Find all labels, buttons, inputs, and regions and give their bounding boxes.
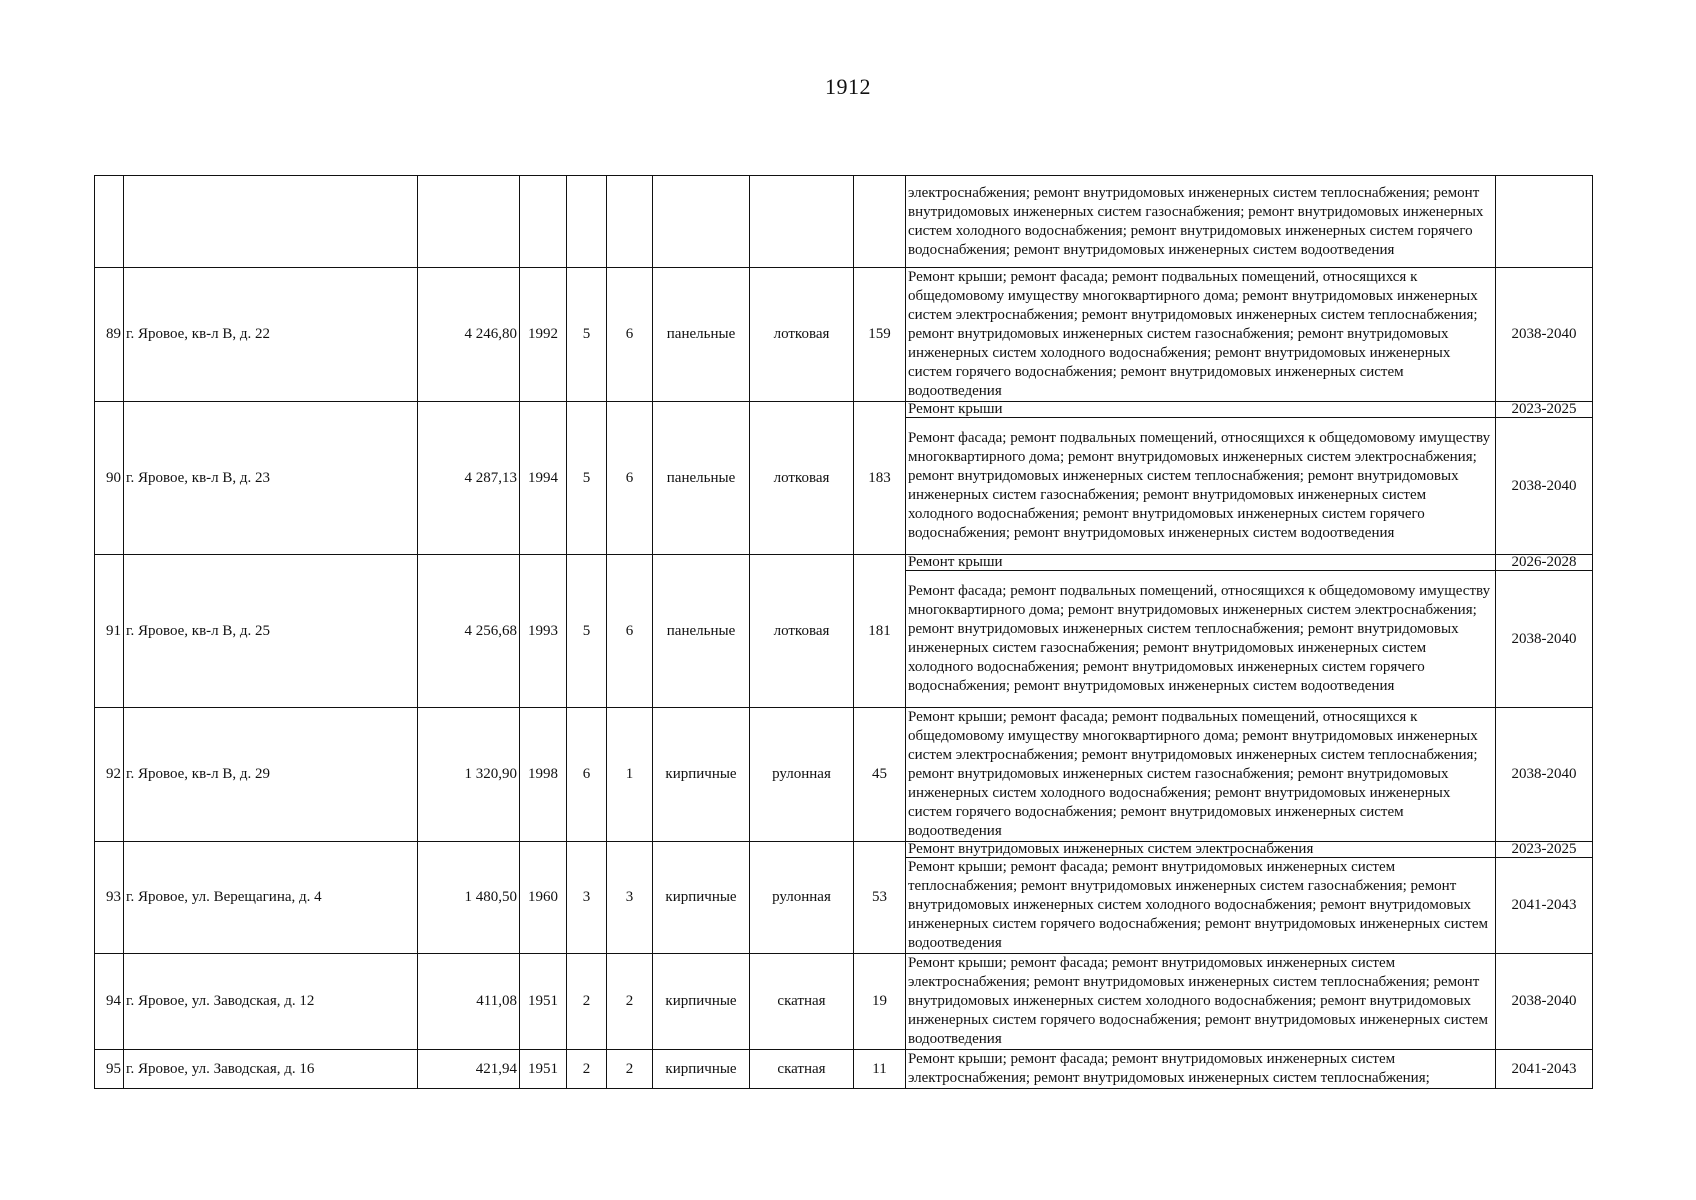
cell-num: 89 [95,268,124,402]
cell-year: 1960 [520,842,567,954]
cell-work: Ремонт крыши [906,402,1496,418]
cell-walls: кирпичные [653,708,750,842]
cell-area [418,176,520,268]
cell-period: 2038-2040 [1496,954,1593,1050]
cell-roof [750,176,854,268]
cell-roof: скатная [750,1050,854,1089]
cell-walls: панельные [653,555,750,708]
cell-address: г. Яровое, ул. Заводская, д. 16 [124,1050,418,1089]
cell-floors: 5 [567,555,607,708]
cell-address: г. Яровое, кв-л В, д. 22 [124,268,418,402]
cell-period: 2038-2040 [1496,418,1593,555]
cell-roof: рулонная [750,842,854,954]
cell-residents: 45 [854,708,906,842]
page-number: 1912 [825,74,871,99]
cell-period: 2023-2025 [1496,842,1593,858]
table-row [95,708,1593,842]
cell-year: 1993 [520,555,567,708]
cell-year: 1994 [520,402,567,555]
cell-entrances [607,176,653,268]
cell-area: 1 480,50 [418,842,520,954]
table-row [95,1050,1593,1089]
cell-area: 421,94 [418,1050,520,1089]
cell-work: Ремонт крыши [906,555,1496,571]
cell-year: 1951 [520,1050,567,1089]
cell-residents: 11 [854,1050,906,1089]
cell-roof: лотковая [750,402,854,555]
cell-roof: рулонная [750,708,854,842]
table-row [95,954,1593,1050]
cell-floors: 2 [567,1050,607,1089]
cell-num: 95 [95,1050,124,1089]
cell-entrances: 6 [607,555,653,708]
cell-area: 4 256,68 [418,555,520,708]
cell-area: 4 287,13 [418,402,520,555]
cell-entrances: 2 [607,1050,653,1089]
cell-entrances: 6 [607,402,653,555]
cell-residents: 53 [854,842,906,954]
cell-period: 2041-2043 [1496,858,1593,954]
cell-work: Ремонт крыши; ремонт фасада; ремонт подвальных помещений, относящихся к общедомовому имуществу многоквартирного дома; ремонт внутридомовых инженерных систем электроснабжения; ремонт внутридомовых инженерных систем теплоснабжения; ремонт внутридомовых инженерных систем газоснабжения; ремонт внутридомовых инженерных систем холодного водоснабжения; ремонт внутридомовых инженерных систем горячего водоснабжения; ремонт внутридомовых инженерных систем водоотведения [906,268,1496,402]
cell-year: 1998 [520,708,567,842]
cell-num: 94 [95,954,124,1050]
table-row [95,555,1593,571]
cell-address: г. Яровое, кв-л В, д. 25 [124,555,418,708]
table-row [95,842,1593,858]
cell-entrances: 6 [607,268,653,402]
cell-num: 91 [95,555,124,708]
cell-work: Ремонт крыши; ремонт фасада; ремонт подвальных помещений, относящихся к общедомовому имуществу многоквартирного дома; ремонт внутридомовых инженерных систем электроснабжения; ремонт внутридомовых инженерных систем теплоснабжения; ремонт внутридомовых инженерных систем газоснабжения; ремонт внутридомовых инженерных систем холодного водоснабжения; ремонт внутридомовых инженерных систем горячего водоснабжения; ремонт внутридомовых инженерных систем водоотведения [906,708,1496,842]
cell-roof: скатная [750,954,854,1050]
cell-residents: 19 [854,954,906,1050]
cell-work: Ремонт внутридомовых инженерных систем электроснабжения [906,842,1496,858]
cell-work: Ремонт крыши; ремонт фасада; ремонт внутридомовых инженерных систем электроснабжения; ремонт внутридомовых инженерных систем теплоснабжения; ремонт внутридомовых инженерных систем холодного водоснабжения; ремонт внутридомовых инженерных систем горячего водоснабжения; ремонт внутридомовых инженерных систем водоотведения [906,954,1496,1050]
cell-residents [854,176,906,268]
cell-entrances: 1 [607,708,653,842]
cell-work: Ремонт фасада; ремонт подвальных помещений, относящихся к общедомовому имуществу многоквартирного дома; ремонт внутридомовых инженерных систем электроснабжения; ремонт внутридомовых инженерных систем теплоснабжения; ремонт внутридомовых инженерных систем газоснабжения; ремонт внутридомовых инженерных систем холодного водоснабжения; ремонт внутридомовых инженерных систем горячего водоснабжения; ремонт внутридомовых инженерных систем водоотведения [906,571,1496,708]
cell-floors: 5 [567,268,607,402]
cell-period [1496,176,1593,268]
cell-area: 1 320,90 [418,708,520,842]
cell-area: 4 246,80 [418,268,520,402]
cell-walls: панельные [653,402,750,555]
cell-walls: кирпичные [653,842,750,954]
cell-address: г. Яровое, ул. Верещагина, д. 4 [124,842,418,954]
cell-period: 2041-2043 [1496,1050,1593,1089]
housing-repair-table [94,175,1593,1089]
cell-period: 2023-2025 [1496,402,1593,418]
cell-roof: лотковая [750,268,854,402]
cell-num [95,176,124,268]
cell-period: 2026-2028 [1496,555,1593,571]
cell-floors [567,176,607,268]
table-row [95,268,1593,402]
cell-address: г. Яровое, кв-л В, д. 23 [124,402,418,555]
cell-num: 92 [95,708,124,842]
cell-period: 2038-2040 [1496,708,1593,842]
cell-year [520,176,567,268]
cell-address: г. Яровое, ул. Заводская, д. 12 [124,954,418,1050]
cell-residents: 181 [854,555,906,708]
cell-area: 411,08 [418,954,520,1050]
cell-work-continuation: электроснабжения; ремонт внутридомовых инженерных систем теплоснабжения; ремонт внутридомовых инженерных систем газоснабжения; ремонт внутридомовых инженерных систем холодного водоснабжения; ремонт внутридомовых инженерных систем горячего водоснабжения; ремонт внутридомовых инженерных систем водоотведения [906,176,1496,268]
table-row-continuation [95,176,1593,268]
cell-work: Ремонт крыши; ремонт фасада; ремонт внутридомовых инженерных систем электроснабжения; ремонт внутридомовых инженерных систем теплоснабжения; [906,1050,1496,1089]
cell-entrances: 3 [607,842,653,954]
table-row [95,402,1593,418]
cell-period: 2038-2040 [1496,268,1593,402]
cell-walls: кирпичные [653,1050,750,1089]
cell-residents: 159 [854,268,906,402]
cell-floors: 3 [567,842,607,954]
cell-year: 1951 [520,954,567,1050]
cell-roof: лотковая [750,555,854,708]
cell-year: 1992 [520,268,567,402]
cell-entrances: 2 [607,954,653,1050]
cell-walls: панельные [653,268,750,402]
cell-num: 90 [95,402,124,555]
cell-num: 93 [95,842,124,954]
cell-floors: 2 [567,954,607,1050]
cell-work: Ремонт крыши; ремонт фасада; ремонт внутридомовых инженерных систем теплоснабжения; ремонт внутридомовых инженерных систем газоснабжения; ремонт внутридомовых инженерных систем холодного водоснабжения; ремонт внутридомовых инженерных систем горячего водоснабжения; ремонт внутридомовых инженерных систем водоотведения [906,858,1496,954]
cell-address: г. Яровое, кв-л В, д. 29 [124,708,418,842]
cell-period: 2038-2040 [1496,571,1593,708]
cell-walls [653,176,750,268]
cell-residents: 183 [854,402,906,555]
cell-walls: кирпичные [653,954,750,1050]
cell-floors: 5 [567,402,607,555]
cell-work: Ремонт фасада; ремонт подвальных помещений, относящихся к общедомовому имуществу многоквартирного дома; ремонт внутридомовых инженерных систем электроснабжения; ремонт внутридомовых инженерных систем теплоснабжения; ремонт внутридомовых инженерных систем газоснабжения; ремонт внутридомовых инженерных систем холодного водоснабжения; ремонт внутридомовых инженерных систем горячего водоснабжения; ремонт внутридомовых инженерных систем водоотведения [906,418,1496,555]
cell-address [124,176,418,268]
cell-floors: 6 [567,708,607,842]
